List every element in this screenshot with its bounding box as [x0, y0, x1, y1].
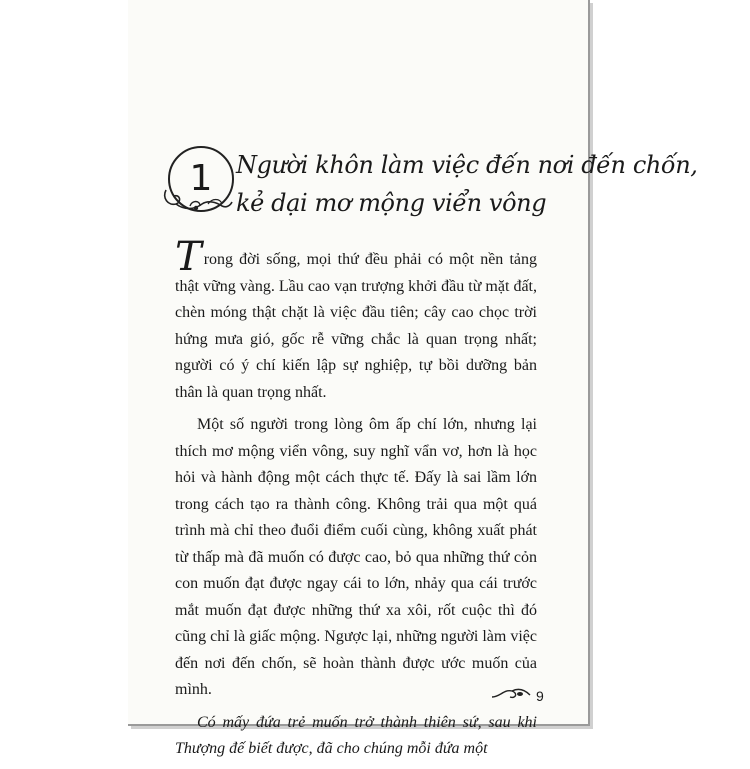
- paragraph-3: Có mấy đứa trẻ muốn trở thành thiên sứ, sau khi Thượng đế biết được, đã cho chúng mỗi đứa một: [175, 713, 537, 757]
- paragraph-2: Một số người trong lòng ôm ấp chí lớn, nhưng lại thích mơ mộng viển vông, suy nghĩ vẩn vơ, hơn là học hỏi và hành động một cách thực tế. Đấy là sai lầm lớn trong cách tạo ra thành công. Không trải qua một quá trình mà chỉ theo đuổi điểm cuối cùng, không xuất phát từ thấp mà đã muốn có được cao, bỏ qua những thứ cỏn con muốn đạt được ngay cái to lớn, nhảy qua cái trước mắt muốn đạt được những thứ xa xôi, rốt cuộc thì đó cũng chỉ là giấc mộng. Ngược lại, những người làm việc đến nơi đến chốn, sẽ hoàn thành được ước muốn của mình.: [175, 416, 537, 698]
- drop-cap: T: [175, 234, 202, 280]
- footer-flourish-icon: [490, 685, 532, 701]
- chapter-number: 1: [189, 158, 213, 199]
- body-text: [175, 234, 537, 769]
- page-number: 9: [536, 688, 544, 704]
- paragraph-1-text: rong đời sống, mọi thứ đều phải có một nền tảng thật vững vàng. Lầu cao vạn trượng khởi đầu từ mặt đất, chèn móng thật chặt là việc đầu tiên; cây cao chọc trời hứng mưa gió, gốc rễ vững chắc là quan trọng nhất; người có ý chí kiến lập sự nghiệp, tự bồi dưỡng bản thân là quan trọng nhất.: [175, 251, 537, 401]
- chapter-title-line-1: Người khôn làm việc đến nơi đến chốn,: [236, 151, 698, 179]
- paragraph-1: [175, 234, 537, 406]
- chapter-title-line-2: kẻ dại mơ mộng viển vông: [236, 189, 547, 217]
- chapter-title: [236, 146, 698, 222]
- chapter-number-badge: [168, 146, 234, 212]
